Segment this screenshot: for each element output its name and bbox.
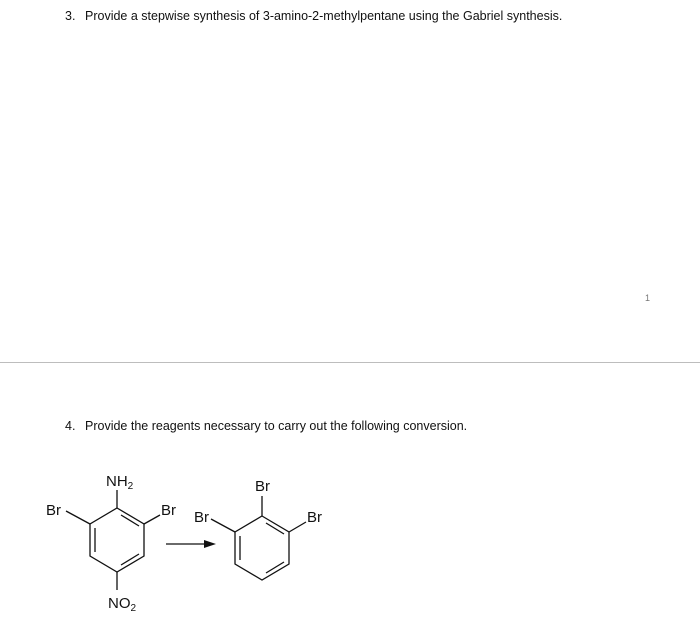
product-br-left-label: Br xyxy=(194,509,209,526)
reactant-double-bond xyxy=(121,554,139,565)
product-double-bond xyxy=(266,523,284,534)
question-4-number: 4. xyxy=(65,419,76,433)
reaction-arrow xyxy=(166,540,216,548)
reactant-benzene-ring xyxy=(90,508,144,572)
reactant-structure xyxy=(66,490,160,590)
question-3-text: Provide a stepwise synthesis of 3-amino-2-methylpentane using the Gabriel synthesis. xyxy=(85,9,563,23)
product-bond-br-right xyxy=(289,522,306,532)
reactant-br-left-label: Br xyxy=(46,502,61,519)
product-br-top-label: Br xyxy=(255,478,270,495)
reactant-bond-br-left xyxy=(66,511,90,524)
reactant-double-bond xyxy=(121,515,139,526)
product-benzene-ring xyxy=(235,516,289,580)
question-3-number: 3. xyxy=(65,9,76,23)
reactant-br-right-label: Br xyxy=(161,502,176,519)
reactant-no2-label: $NO_2$ xyxy=(108,595,137,614)
question-4 xyxy=(65,419,467,433)
page-number: 1 xyxy=(645,293,651,303)
question-4-text: Provide the reagents necessary to carry out the following conversion. xyxy=(85,419,468,433)
product-br-right-label: Br xyxy=(307,509,322,526)
reactant-nh2-label: $NH_2$ xyxy=(106,473,134,492)
product-bond-br-left xyxy=(211,519,235,532)
product-double-bond xyxy=(266,562,284,573)
question-3 xyxy=(65,9,562,23)
reactant-bond-br-right xyxy=(144,515,160,524)
product-structure xyxy=(211,496,306,580)
reaction-scheme xyxy=(0,450,700,635)
page-divider xyxy=(0,362,700,363)
